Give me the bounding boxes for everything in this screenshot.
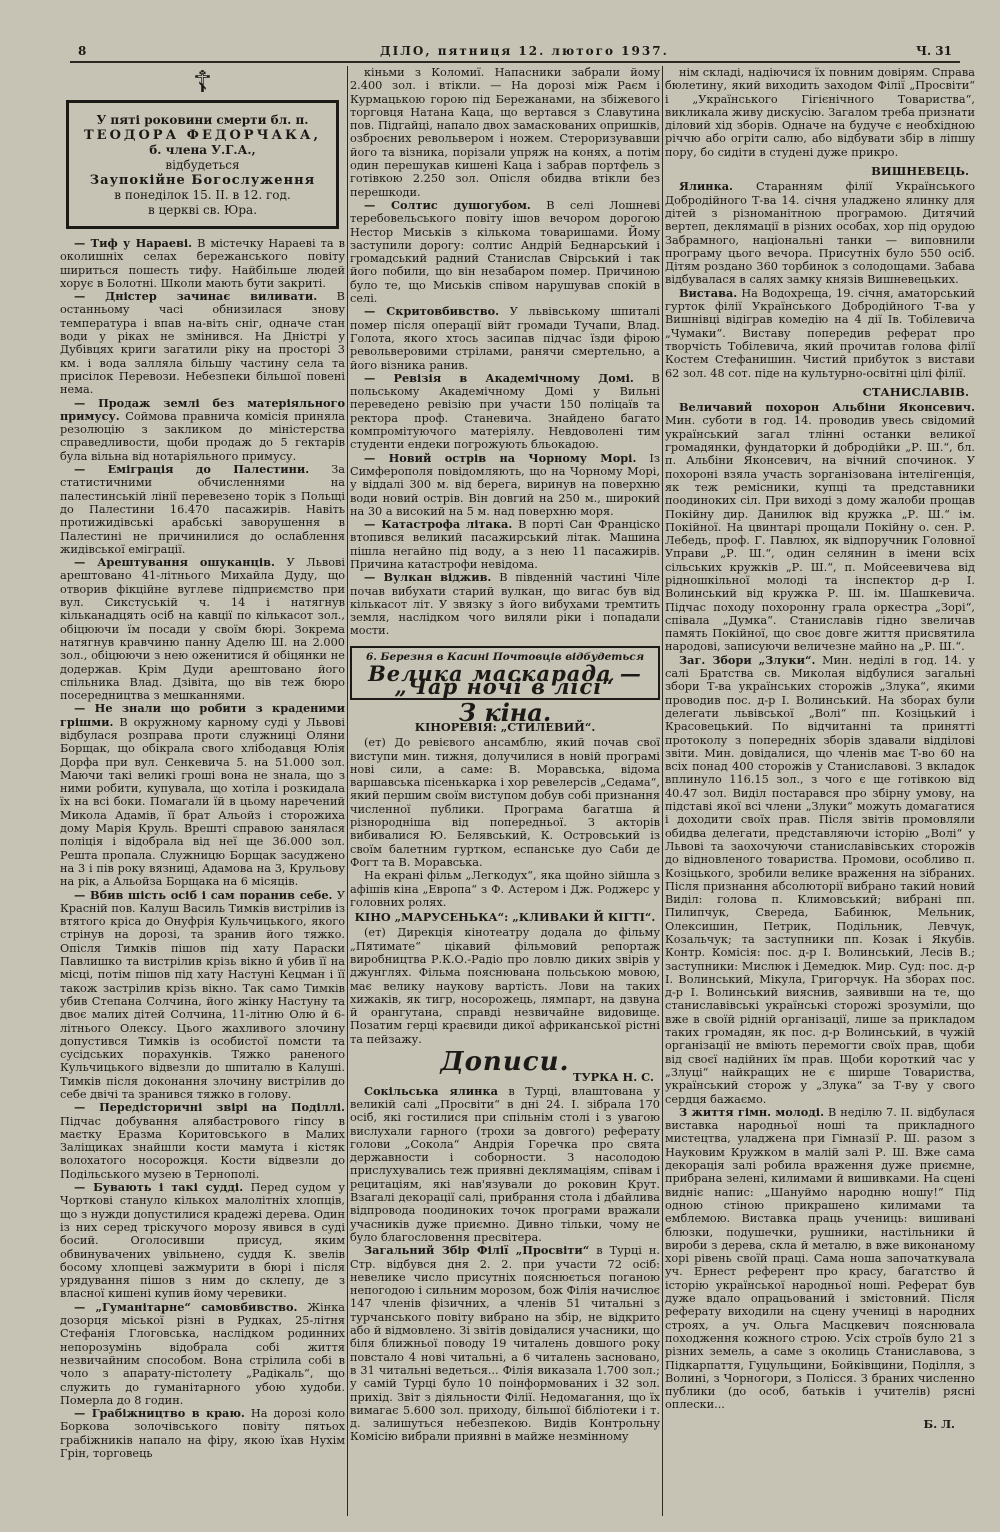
cinema-paragraph: (ет) Дирекція кінотеатру додала до фільму „Пятимате“ цікавий фільмовий репортаж виробництва Р.К.О.-Радіо про ловлю диких звірів у джунглях. Фільма пояснювана польською мовою, має велику наукову вартість. Лови на таких хижаків, як тигр, носорожець, лямпарт, на дзвуна й орангутана, справді незвичайне видовище. Позатим герці краєвиди дикої африканської рістні та пейзажу. [350,926,660,1046]
news-item [665,654,975,1106]
news-headline: — Арештування ошуканців. [74,555,275,570]
news-headline: — Тиф у Нараеві. [74,236,193,250]
news-headline: — Передісторичні звірі на Поділлі. [74,1100,345,1115]
news-item [665,287,975,380]
news-headline: — Скритовбивство. [364,304,500,319]
news-list [665,401,975,1412]
section-dateline: ВИШНЕВЕЦЬ. [871,164,969,179]
cinema-paragraph: На екрані фільм „Легкодух“, яка щойно зійшла з афішів кіна „Европа“ з Ф. Астером і Дж. Роджерс у головних ролях. [350,869,660,909]
news-list [665,180,975,379]
news-headline: З життя гімн. молоді. [679,1104,825,1119]
issue-number: Ч. 31 [915,44,952,58]
masquerade-advert [350,646,660,700]
correspondence-paragraph [350,1085,660,1245]
news-text: В неділю 7. II. відбулася виставка народньої ноші та прикладного мистецтва, уладжена при Гімназії Р. Ш. разом з Науковим Кружком в малій залі Р. Ш. Вже сама декорація залі робила враження дуже приємне, прибрана зелені, килимами й вишивками. На сцені видніє напис: „Шануймо народню ношу!“ Під одною стіною прикрашено килимами та емблемою. Виставка праць учениць: вишивані блюзки, подушечки, рушники, настільники й вироби з дерева, скла й металю, в вже виконаному хорі рівень своїй праці. Сама ноша започаткувала уч. Ернест референт про красу, багатство й історію української народньої ноші. Реферат був дуже вдало опрацьований і змістовний. Після реферату виходили на сцену учениці в народних строях, а уч. Ольга Масцкевич пояснювала походження кожного строю. Усіх строїв було 21 з різних земель, а саме з околиць Станиславова, з Підкарпаття, Гуцульщини, Бойківщини, Поділля, з Волині, з Чорногори, з Полісся. З браних численно публики (до особ, батьків і учителів) рясні оплески... [665,1105,975,1412]
news-headline: — Ревізія в Академічному Домі. [364,370,634,385]
news-item [60,556,345,702]
news-item [60,1407,345,1460]
obituary-line: У пяті роковини смерти бл. п. [96,113,309,127]
advert-headline: Велика маскарада — „Чар ночі в лісі“ [368,661,642,700]
column-2 [350,66,660,1516]
news-item [665,1106,975,1412]
cinema-subheading: КІНО „МАРУСЕНЬКА“: „КЛИВАКИ Й КІГТІ“. [354,910,656,925]
news-headline: — Новий острів на Чорному Морі. [364,450,637,465]
cinema-subheading: КІНОРЕВІЯ: „СТИЛЕВИЙ“. [414,719,596,734]
news-text: У Львові арештовано 41-літнього Михайла Дуду, що отворив фікційне вуглеве підприємство при вул. Сикстуській ч. 14 і натягнув кільканадцять осіб на кавції по кількасот зол., обіцюючи їм посади у своїм бюрі. Зокрема натягнув кравчиню панну Аделю Ш. на 2.000 зол., обіцюючи з нею оженитися й обіцянки не додержав. Крім Дуди арештовано його спільника Влад. Дзівіта, що вів теж бюро посередництва з мешканнями. [60,556,345,703]
news-headline: — „Гуманітарне“ самовбивство. [74,1299,298,1314]
news-item [60,1301,345,1407]
news-headline: — Солтис душогубом. [364,197,531,212]
news-text: Жінка дозорця міської різні в Рудках, 25-літня Стефанія Глоговська, наслідком родинних непорозумінь відобрала собі життя незвичайним способом. Вона стрілила собі в чоло з апарату-пістолету „Радікаль“, що служить до гуманітарного убою худоби. Померла до 8 годин. [60,1300,345,1407]
news-item [350,199,660,305]
section-dateline: СТАНИСЛАВІВ. [862,384,969,399]
news-headline: — Еміграція до Палестини. [74,462,310,477]
news-text: В містечку Нараеві та в околишніх селах бережанського повіту шириться пошесть тифу. Найбільше людей хорує в Болотні. Школи мають бути закриті. [60,237,345,290]
paragraph-heading: Загальний Збір Філії „Просвіти“ [364,1243,590,1258]
news-item [60,1101,345,1181]
news-headline: — Катастрофа літака. [364,517,513,532]
news-headline: Ялинка. [679,179,733,194]
news-item [665,401,975,654]
news-headline: Величавий похорон Альбіни Яконсевич. [679,400,975,415]
news-text: В південній частині Чіле почав вибухати старий вулкан, що вигас був від кількасот літ. У звязку з його вибухами тремтить земля, наслідком чого виляли ріки і попадали мости. [350,571,660,638]
news-headline: — Вбив шість осіб і сам поранив себе. [74,887,333,902]
advert-subline: 6. Березня в Касині Почтовців відбудеться [365,650,645,663]
news-item [60,397,345,463]
news-text: Мин. суботи в год. 14. проводив увесь свідомий український загал тлінні останки великої громадянки, фундаторки й добродійки „Р. Ш.“, бл. п. Альбіни Яконсевич, на вічний спочинок. У похороні взяла участь зорганізована інтелігенція, як теж ремісники, купці та представники поодиноких сіл. При виході з дому жалоби прощав Покійну дир. Данилюк від кружка „Р. Ш.“ ім. Покійної. На цвинтарі прощали Покійну о. сен. Р. Лебедь, проф. Г. Павлюх, як відпоручник Головної Управи „Р. Ш.“, один селянин в імени всіх сільських кружків „Р. Ш.“, п. Мойсеевичева від рідношкільної молоді та інспектор д-р І. Волинський від кружка Р. Ш. ім. Шашкевича. Підчас походу похоронну грала оркестра „Зорі“, співала „Думка“. Станиславів гідно звеличав память Покійної, що своє довге життя присвятила народові, записуючи величезне майно на „Р. Ш.“. [665,414,975,654]
news-headline: — Не знали що робити з краденими грішми. [60,701,345,729]
news-text: В останньому часі обнизилася знову температура і впав на-віть сніг, одначе стан води у ріках не змінився. На Дністрі у Дубівцях криги загатили ріку на просторі 3 км. і вода залляла більшу частину села та присілок Перевози. Небезпеки більшої повені нема. [60,290,345,397]
obituary-line: в церкві св. Юра. [147,203,258,217]
obituary-service: Заупокійне Богослуження [89,173,316,188]
news-text: В порті Сан Франціско втопився великий пасажирський літак. Машина пішла негайно під воду, а з нею 11 пасажирів. Причина катастрофи невідома. [350,518,660,571]
news-headline: — Бувають і такі судді. [74,1180,244,1195]
news-list [60,237,345,1460]
news-headline: Вистава. [679,285,738,300]
news-item [350,518,660,571]
news-text: У Красній пов. Калуш Василь Тимків вистрілив із втятого кріса до Онуфрія Кульчицького, якого стрінув на дорозі, та зранив його тяжко. Опісля Тимків пішов під хату Параски Павлишко та вистрілив крізь вікно й убив її на місці, потім пішов під хату Настуні Кецман і її також застрілив крізь вікно. Так само Тимків убив Степана Солчина, його жінку Настуну та двоє малих дітей Солчина, 11-літню Олю й 6-літнього Олексу. Цього жахливого злочину допустився Тимків із особистої помсти та сусідських порахунків. Тяжко раненого Кульчицького відвезли до шпиталю в Калуші. Тимків після доконання злочину вистрілив до себе двічі та зранився тяжко в голову. [60,888,345,1101]
page-number: 8 [78,44,87,58]
cinema-heading: З кіна. [458,697,552,727]
news-text: У львівському шпиталі помер після операції війт громади Тучапи, Влад. Голота, якого хтось засипав підчас їзди фірою револьверовими стрілами, ранячи смертельно, а його візника ранив. [350,305,660,372]
news-item [350,452,660,518]
news-item [60,290,345,396]
news-text: Із Симферополя повідомляють, що на Чорному Морі, у віддалі 300 м. від берега, виринув на поверхню води новий острів. Він довгий на 250 м., широкий на 30 а високий на 5 м. над поверхню моря. [350,451,660,518]
news-item [350,571,660,637]
column-divider [347,66,348,1516]
news-item [60,1181,345,1301]
masthead-rule [70,61,960,63]
news-text: Старанням філії Українського Добродійного Т-ва 14. січня уладжено ялинку для дітей з різноманітною програмою. Дитячий вертеп, деклямації в різних особах, хор під орудою Забрамного, національні танки — виповнили програму цього вечора. Присутніх було 550 осіб. Дітям роздано 360 торбинок з солодощами. Забава відбувалася в салях замку князів Вишневецьких. [665,180,975,287]
news-headline: — Дністер зачинає виливати. [74,289,318,304]
news-item [60,889,345,1102]
paragraph-text: в Турці н. Стр. відбувся дня 2. 2. при участи 72 осіб: невелике число присутніх пояснюється поганою непогодою і сильним морозом, бож Філія начислює 147 членів фізичних, а членів 51 читальні з турчанського повіту вибрано на збір, не відкрито або й відмовлено. Зі звітів довідалися учасники, що біля ближньої поводу 19 читалень довшого року повстало 4 нові читальні, а 6 читалень засновано, в 31 читальні ведеться... Філія виказала 1.700 зол.; у самій Турці було 10 поінформованих і 32 зол. прихід. Звіт з діяльности Філії. Недомагання, що їх вимагає 5.600 зол. приходу, більшої бібліотеки і т. д. залишуться небезпекою. Видів Контрольну Комісію вибрали приявні в майже незмінному [350,1244,660,1444]
news-text: Мин. неділі в год. 14. у салі Братства св. Миколая відбулися загальні збори Т-ва українських сторожів „Злука“, якими проводив пос. д-р І. Волинський. На зборах були делегати львівської „Волі“ пп. Козіцький і Красовецький. По відчитанні та принятті протоколу з попередніх зборів здавали відділові звіти. Мин. довідалися, що членів має Т-во 60 на всіх понад 400 сторожів у Станиславові. З вкладок вплинуло 116.15 зол., з чого є ще готівкою від 40.47 зол. Виділ постарався про збірну умову, на підставі якої всі члени „Злуки“ можуть домагатися і доходити своїх прав. Після звітів промовляли обидва делегати, представляючи історію „Волі“ у Львові та заохочуючи станиславівських сторожів до відновленого товариства. Промови, особливо п. Козіцького, зробили велике враження на зібраних. Після признання абсолюторії вибрано такий новий Виділ: голова п. Климовський; вибрані пп. Пилипчук, Свереда, Бабинюк, Мельник, Олексишин, Петрик, Подільник, Левчук, Козальчук; та заступники пп. Козак і Якубів. Контр. Комісія: пос. д-р І. Волинський, Лесів В.; заступники: Мислюк і Демедюк. Мир. Суд: пос. д-р І. Волинський, Мікула, Григорчук. На зборах пос. д-р І. Волинський вияснив, заявивши на те, що станиславівські українські сторожі зрозуміли, що вже в своїй рідній організації, лише за прикладом таких громадян, як пос. д-р Волинський, в чужій організації не вміють перемогти своїх прав, щоби від своєї надійних їм прав. Щоби короткий час у „Злуці“ найкращих не є ширше Товариства, український сторож у „Злука“ за Т-ву у свого сердця бажаємо. [665,653,975,1106]
news-text: В польському Академічному Домі у Вильні переведено ревізію при участи 150 поліцаїв та ректора проф. Станевича. Знайдено багато компромітуючого матеріялу. Невдоволені тим студенти ендеки погрожують бльокадою. [350,371,660,452]
masthead [70,40,960,60]
news-headline: — Грабіжництво в краю. [74,1406,245,1421]
correspondence-paragraph [350,1244,660,1443]
news-item [350,66,660,199]
news-text: Соймова правнича комісія приняла резолюцію з закликом до міністерства справедливости, щоби продаж до 5 гектарів була вільна від нотаріяльного примусу. [60,409,345,463]
news-text: За статистичними обчисленнями на палестинській лінії перевезено торік з Польщі до Палестини 16.470 пасажирів. Навіть протижидівські арабські заворушення в Палестині не причинилися до ослаблення жидівської еміграції. [60,463,345,556]
news-text: Підчас добування алябастрового гіпсу в маєтку Еразма Коритовського в Малих Заліщиках знайшли кости мамута і кістяк волохатого носорожця. Кости відвезли до Подільського музею в Тернополі. [60,1114,345,1181]
obituary-line: відбудеться [165,158,240,172]
paragraph-heading: Сокільська ялинка [364,1083,498,1098]
news-text: На дорозі коло Боркова золочівського повіту пятьох грабіжників напало на фіру, якою їхав Нухім Грін, торговець [60,1407,345,1461]
dateline: ТУРКА Н. С. [573,1070,654,1085]
obituary-line: б. члена У.Г.А., [149,143,256,157]
cross-icon: ☦ [192,66,213,100]
cinema-paragraph: (ет) До ревієвого ансамблю, який почав свої виступи мин. тижня, долучилися в новій програмі нові сили, а саме: В. Моравська, відома варшавська пісенькарка і хор ревелерсів „Седама“, який першим своїм виступом добув собі признання численної публики. Програма багатша й різнородніша від попередньої. З акторів вибивалися Ю. Белявський, К. Островський із своїм балетним гуртком, еспанське дуо Саби де Фогт та В. Моравська. [350,736,660,869]
news-item [60,463,345,556]
news-headline: Заг. Збори „Злуки“. [679,652,816,667]
continued-paragraph: нім складі, надіючися їх повним довірям. Справа бюлетину, який виходить заходом Філії „Просвіти“ і „Українського Гігієнічного Товариства“, викликала живу дискусію. Загалом треба признати діловий хід зборів. Одначе на будуче є необхідною річчю або огріти салю, або відбувати збір в ліпшу пору, бо сидіти в студені дуже прикро. [665,66,975,159]
correspondence-heading: Дописи. [440,1047,570,1078]
column-divider [662,66,663,1516]
news-text: В селі Лошневі теребовельського повіту ішов вечором дорогою Нестор Миськів з кількома товаришами. Йому заступили дорогу: солтис Андрій Беднарський і громадський радний Станислав Свірський і так його побили, що він незабаром помер. Причиною було те, що Миськів співом нарушував спокій в селі. [350,198,660,306]
news-item [665,180,975,286]
column-1 [60,66,345,1516]
obituary-line: в понеділок 15. II. в 12. год. [114,188,291,202]
news-list [350,66,660,638]
news-item [350,372,660,452]
news-text: На Водохреща, 19. січня, аматорський гурток філії Українського Добродійного Т-ва у Вишнівці відіграв комедію на 4 дії Ів. Тобілевича „Чумаки“. Виставу попередив реферат про творчість Тобілевича, який прочитав голова філії Костем Стефанишин. Чистий прибуток з вистави 62 зол. 48 сот. піде на культурно-освітні цілі філії. [665,286,975,380]
news-text: В окружному карному суді у Львові відбулася розправа проти служниці Оляни Борщак, що обікрала свого хлібодавця Юлія Дорфа при вул. Сенкевича 5. на 51.000 зол. Маючи такі великі гроші вона не знала, що з ними робити, купувала, що хотіла і розкидала їх на всі боки. Помагали їй в цьому наречений Микола Адамів, її брат Альойз і сторожиха дому Марія Круль. Врешті справою занялася поліція і відобрала від неї ще 36.000 зол. Решта пропала. Служницю Борщак засуджено на 3 і пів року вязниці, Адамова на 3, Крульову на рік, а Альойза Борщака на 6 місяців. [60,715,345,889]
news-headline: — Продаж землі без матеріяльного примусу. [60,395,345,423]
news-headline: — Вулкан віджив. [364,570,492,585]
news-text: кіньми з Коломиї. Напасники забрали йому 2.400 зол. і втікли. — На дорозі між Раєм і Курмацькою горою під Бережанами, на збіжевого торговця Натана Каца, що вертався з Славутина пов. Підгайці, напало двох замаскованих опришків, озброєних револьвером і ножем. Стероризувавши його та візника, порізали упряж на конях, а потім один перешукав кишені Каца і забрав портфель з готівкою 2.250 зол. Опісля обидва втікли без перешкоди. [350,66,660,199]
news-item [60,702,345,888]
obituary-box [66,100,339,229]
news-text: Перед судом у Чорткові стануло кількох малолітніх хлопців, що з нужди допустилися крадежі дерева. Один із них серед тріскучого морозу явився в суді босий. Оголосивши присуд, яким обвинувачених увільнено, суддя К. звелів босому хлопцеві зажмурити в бюрі і після урядування пішов з ним до склепу, де з власної кишені купив йому черевики. [60,1181,345,1301]
signature: Б. Л. [923,1416,955,1431]
news-item [350,305,660,371]
newspaper-title: ДІЛО, пятниця 12. лютого 1937. [380,44,669,58]
column-3 [665,66,975,1516]
paragraph-text: в Турці, влаштована у великій салі „Просвіти“ в дні 24. I. зібрала 170 осіб, які гостилися при спільнім столі і з увагою вислухали гарного (трохи за довгого) реферату голови „Сокола“ Андрія Горечка про свята державности і соборности. З насолодою прислухувались теж приявні деклямаціям, співам і рецитаціям, які нав'язували до роковин Крут. Взагалі декорації салі, прибрання стола і дбайлива відпровода поодиноких точок програми вражали учасників дуже приємно. Дивно тільки, чому не було благословення пресвітера. [350,1084,660,1244]
news-item [60,237,345,290]
obituary-name: ТЕОДОРА ФЕДОРЧАКА, [84,128,321,143]
